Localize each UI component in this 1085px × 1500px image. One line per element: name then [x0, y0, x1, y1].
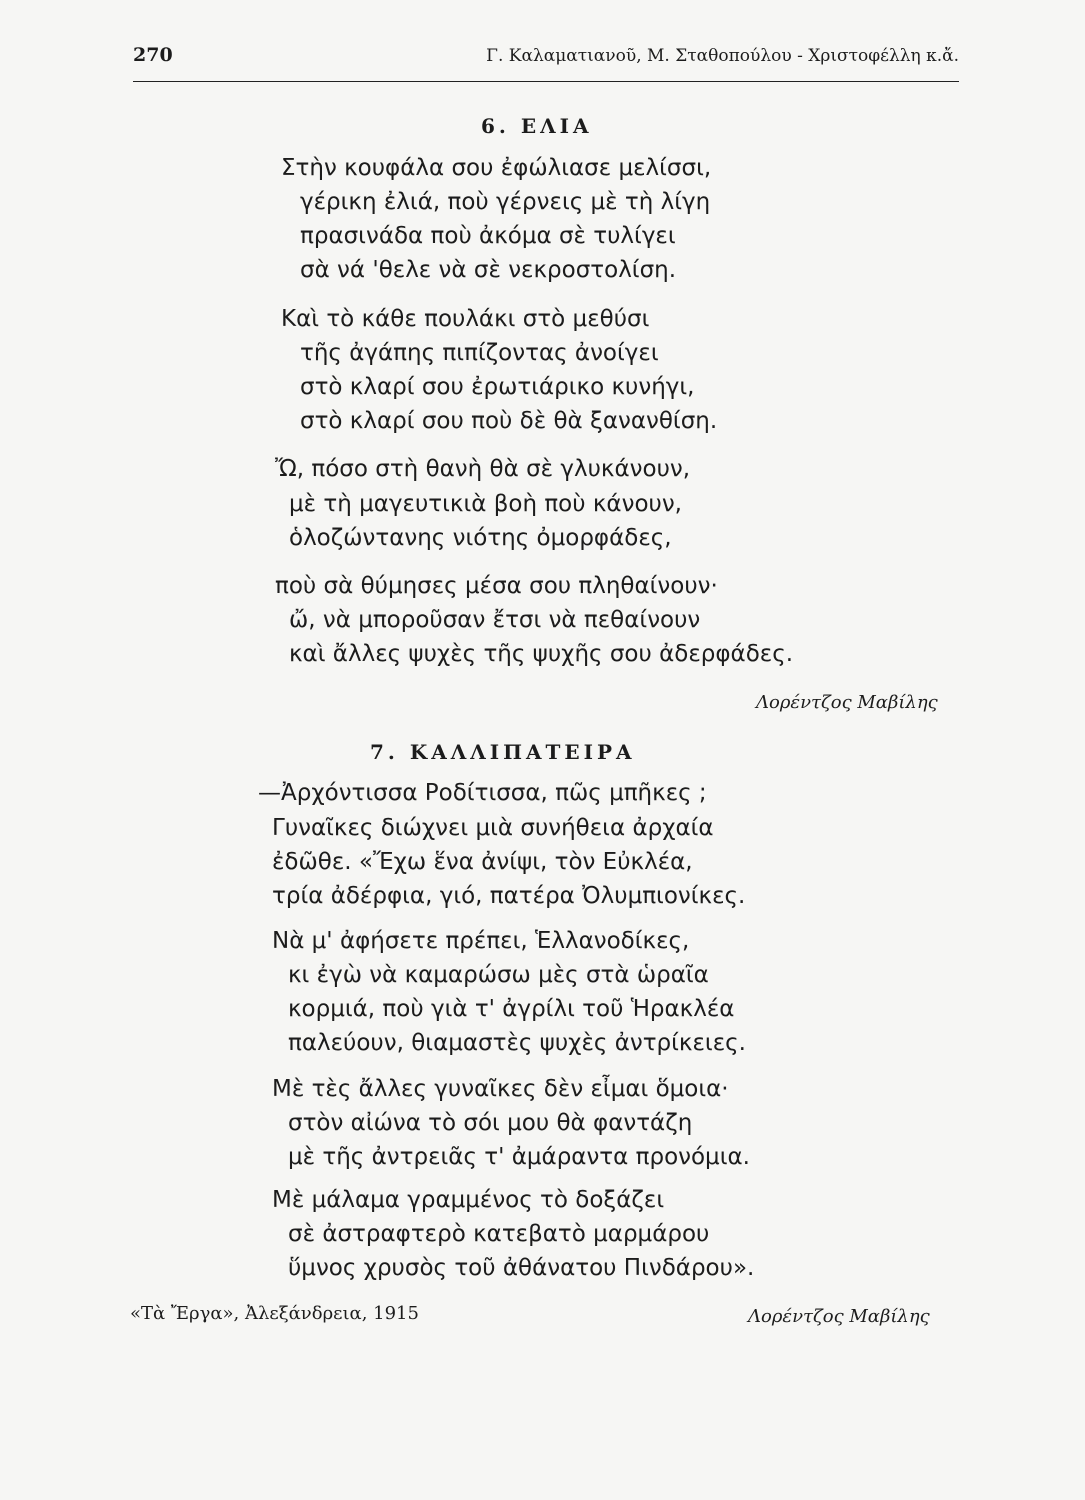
poem-line: Γυναῖκες διώχνει μιὰ συνήθεια ἀρχαία	[272, 815, 714, 841]
poem-line: τῆς ἀγάπης πιπίζοντας ἀνοίγει	[300, 340, 659, 366]
poem-line: —Ἀρχόντισσα Ροδίτισσα, πῶς μπῆκες ;	[258, 780, 707, 806]
poem-line: ἐδῶθε. «Ἔχω ἕνα ἀνίψι, τὸν Εὐκλέα,	[272, 849, 693, 875]
poem-line: Μὲ μάλαμα γραμμένος τὸ δοξάζει	[272, 1187, 665, 1213]
header-rule	[133, 81, 959, 82]
poem-line: ὤ, νὰ μποροῦσαν ἔτσι νὰ πεθαίνουν	[289, 607, 701, 633]
poem-title-elia: 6. ΕΛΙΑ	[481, 114, 593, 138]
poem-line: Νὰ μ' ἀφήσετε πρέπει, Ἑλλανοδίκες,	[272, 928, 690, 954]
page-number: 270	[133, 44, 173, 66]
poem-line: κι ἐγὼ νὰ καμαρώσω μὲς στὰ ὡραῖα	[288, 962, 709, 988]
poem-line: σὰ νά 'θελε νὰ σὲ νεκροστολίση.	[300, 257, 677, 283]
poem-line: στὸ κλαρί σου ἐρωτιάρικο κυνήγι,	[300, 374, 695, 400]
page-header	[133, 42, 959, 74]
poem-line: στὸ κλαρί σου ποὺ δὲ θὰ ξανανθίση.	[300, 408, 718, 434]
poem-line: μὲ τὴ μαγευτικιὰ βοὴ ποὺ κάνουν,	[289, 491, 682, 517]
poem-line: μὲ τῆς ἀντρειᾶς τ' ἀμάραντα προνόμια.	[288, 1144, 750, 1170]
poem-author: Λορέντζος Μαβίλης	[748, 1306, 930, 1327]
poem-line: καὶ ἄλλες ψυχὲς τῆς ψυχῆς σου ἀδερφάδες.	[289, 641, 794, 667]
poem-line: ποὺ σὰ θύμησες μέσα σου πληθαίνουν·	[275, 573, 718, 599]
poem-line: πρασινάδα ποὺ ἀκόμα σὲ τυλίγει	[300, 223, 676, 249]
poem-line: Στὴν κουφάλα σου ἐφώλιασε μελίσσι,	[281, 155, 712, 181]
poem-line: Ὤ, πόσο στὴ θανὴ θὰ σὲ γλυκάνουν,	[275, 456, 691, 482]
poem-line: παλεύουν, θιαμαστὲς ψυχὲς ἀντρίκειες.	[288, 1030, 746, 1056]
poem-line: Μὲ τὲς ἄλλες γυναῖκες δὲν εἶμαι ὅμοια·	[272, 1076, 729, 1102]
poem-line: τρία ἀδέρφια, γιό, πατέρα Ὀλυμπιονίκες.	[272, 883, 746, 909]
poem-line: ὁλοζώντανης νιότης ὀμορφάδες,	[289, 525, 672, 551]
poem-source: «Τὰ Ἔργα», Ἀλεξάνδρεια, 1915	[130, 1303, 419, 1324]
poem-author: Λορέντζος Μαβίλης	[756, 692, 938, 713]
poem-line: Καὶ τὸ κάθε πουλάκι στὸ μεθύσι	[281, 306, 650, 332]
poem-line: σὲ ἀστραφτερὸ κατεβατὸ μαρμάρου	[288, 1221, 710, 1247]
poem-line: ὕμνος χρυσὸς τοῦ ἀθάνατου Πινδάρου».	[288, 1255, 755, 1281]
poem-line: στὸν αἰώνα τὸ σόι μου θὰ φαντάζη	[288, 1110, 693, 1136]
poem-line: κορμιά, ποὺ γιὰ τ' ἀγρίλι τοῦ Ἡρακλέα	[288, 996, 735, 1022]
poem-title-kallipateira: 7. ΚΑΛΛΙΠΑΤΕΙΡΑ	[370, 740, 636, 764]
running-head: Γ. Καλαματιανοῦ, Μ. Σταθοπούλου - Χριστοφέλλη κ.ἄ.	[486, 46, 959, 66]
poem-line: γέρικη ἐλιά, ποὺ γέρνεις μὲ τὴ λίγη	[300, 189, 711, 215]
